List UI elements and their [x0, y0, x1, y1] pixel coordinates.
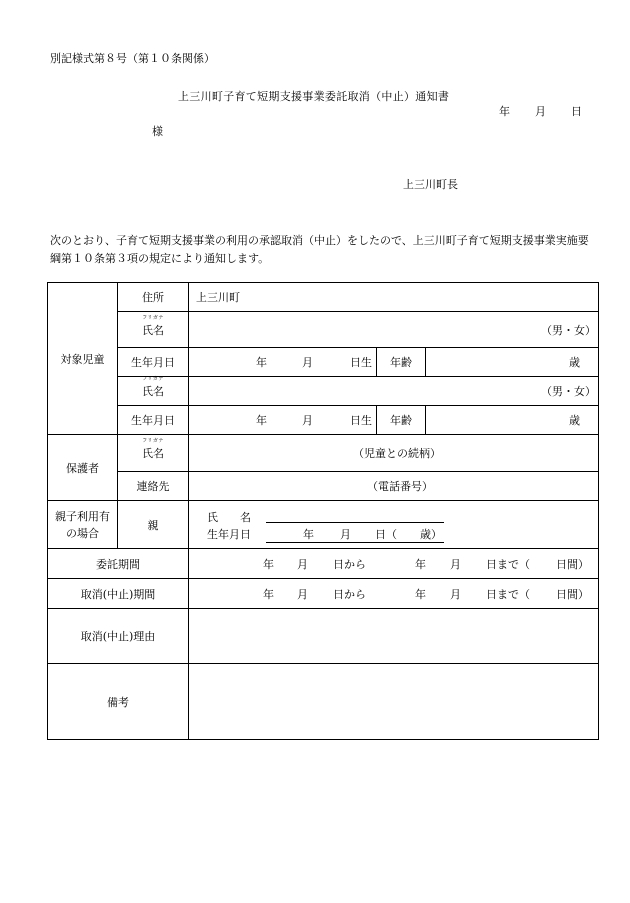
- period-to-month: 月: [450, 557, 461, 571]
- date-day: 日: [571, 105, 582, 118]
- guardian-label: 保護者: [66, 461, 99, 475]
- parent-name-label: 氏 名: [207, 511, 251, 524]
- body-text: 次のとおり、子育て短期支援事業の利用の承認取消（中止）をしたので、上三川町子育て短期支援事業実施要綱第１０条第３項の規定により通知します。: [50, 234, 589, 265]
- date-year: 年: [499, 105, 510, 118]
- parent-birthdate-line: [266, 541, 444, 543]
- child2-gender: （男・女）: [541, 385, 596, 398]
- child1-gender: （男・女）: [541, 323, 596, 337]
- child2-age-unit: 歳: [569, 414, 580, 427]
- remarks-label: 備考: [107, 695, 129, 709]
- addressee-suffix: 様: [152, 125, 163, 138]
- contact-phone: （電話番号）: [367, 480, 433, 493]
- remarks-field[interactable]: [189, 664, 598, 739]
- parent-birth-day: 日（: [375, 528, 397, 541]
- child2-birth-year: 年: [256, 414, 267, 427]
- contact-label: 連絡先: [136, 480, 170, 493]
- child2-birthdate-label: 生年月日: [131, 414, 175, 427]
- child1-birth-month: 月: [302, 356, 313, 369]
- child1-age-unit: 歳: [569, 356, 580, 369]
- period-from-month: 月: [297, 557, 308, 571]
- parent-birthdate-label: 生年月日: [207, 528, 251, 541]
- parent-child-use-label-line1: 親子利用有: [55, 509, 110, 523]
- period-from-day: 日から: [333, 557, 366, 571]
- name-label-text: 氏名: [142, 447, 164, 460]
- parent-label: 親: [147, 518, 159, 532]
- child1-birth-day: 日生: [350, 356, 372, 369]
- parent-child-use-label: [48, 501, 117, 548]
- cancel-to-month: 月: [450, 587, 461, 601]
- parent-birth-month: 月: [340, 528, 351, 541]
- issuer: 上三川町長: [403, 178, 458, 191]
- address-value: 上三川町: [196, 291, 240, 304]
- period-to-day: 日まで（: [486, 557, 530, 571]
- child1-name-label: [118, 312, 188, 347]
- child2-birth-day: 日生: [350, 414, 372, 427]
- cancel-to-year: 年: [415, 587, 426, 601]
- cancel-to-day: 日まで（: [486, 587, 530, 601]
- address-label: 住所: [142, 291, 164, 304]
- period-to-year: 年: [415, 557, 426, 571]
- guardian-name-label: [118, 435, 188, 471]
- child2-name-label: [118, 377, 188, 405]
- furigana-ruby: フリガナ: [142, 438, 164, 444]
- cancel-from-month: 月: [297, 587, 308, 601]
- cancel-from-year: 年: [263, 587, 274, 601]
- parent-birth-year: 年: [303, 528, 314, 541]
- cancel-reason-label: 取消(中止)理由: [80, 630, 156, 643]
- child1-birth-year: 年: [256, 356, 267, 369]
- date-month: 月: [535, 105, 546, 118]
- guardian-relationship: （児童との続柄）: [353, 447, 441, 460]
- cancel-from-day: 日から: [333, 587, 366, 601]
- parent-name-line: [266, 521, 444, 523]
- period-days: 日間）: [556, 557, 589, 571]
- parent-age: 歳）: [420, 528, 442, 541]
- child1-birthdate-label: 生年月日: [131, 356, 175, 369]
- period-label: 委託期間: [96, 557, 140, 571]
- cancel-reason-field[interactable]: [189, 609, 598, 663]
- child2-birth-month: 月: [302, 414, 313, 427]
- child1-age-label: 年齢: [390, 356, 412, 369]
- parent-child-use-label-line2: の場合: [66, 526, 99, 540]
- name-label-text: 氏名: [142, 323, 164, 337]
- furigana-ruby: フリガナ: [142, 314, 164, 321]
- child2-age-label: 年齢: [390, 414, 412, 427]
- period-from-year: 年: [263, 557, 274, 571]
- target-child-label: 対象児童: [60, 352, 105, 366]
- cancel-period-label: 取消(中止)期間: [80, 587, 156, 601]
- document-title: 上三川町子育て短期支援事業委託取消（中止）通知書: [178, 90, 450, 103]
- form-number: 別記様式第８号（第１０条関係）: [50, 52, 215, 65]
- furigana-ruby: フリガナ: [142, 376, 164, 382]
- name-label-text: 氏名: [142, 385, 164, 398]
- cancel-days: 日間）: [556, 587, 589, 601]
